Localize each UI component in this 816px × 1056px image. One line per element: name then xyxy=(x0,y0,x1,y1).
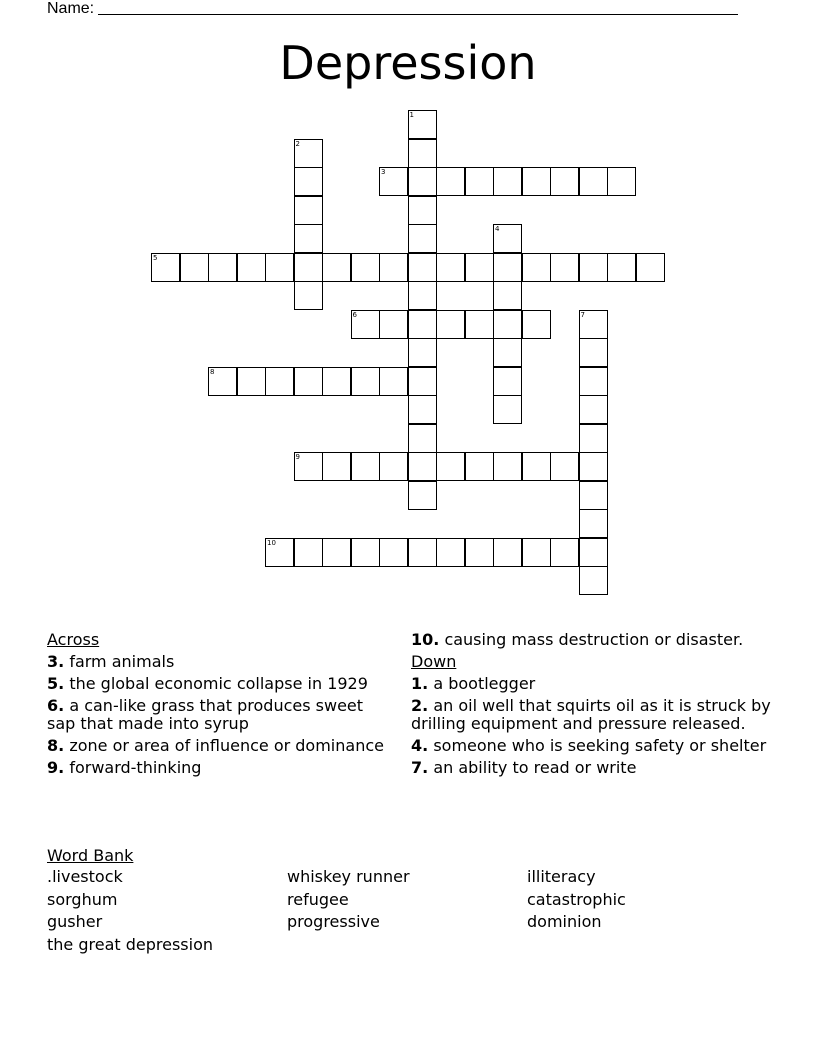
clue-across-6: 6. a can-like grass that produces sweet sap that made into syrup xyxy=(47,696,364,733)
grid-cell[interactable] xyxy=(408,167,437,196)
grid-cell[interactable] xyxy=(522,167,551,196)
down-heading: Down xyxy=(411,652,457,671)
grid-cell[interactable] xyxy=(436,538,465,567)
grid-cell[interactable] xyxy=(408,110,437,139)
clue-number: 3 xyxy=(381,168,386,176)
clue-down-7: 7. an ability to read or write xyxy=(411,758,637,777)
grid-cell[interactable] xyxy=(493,395,522,424)
grid-cell[interactable] xyxy=(408,538,437,567)
clue-down-1: 1. a bootlegger xyxy=(411,674,536,693)
grid-cell[interactable] xyxy=(493,281,522,310)
across-heading: Across xyxy=(47,630,100,649)
grid-cell[interactable] xyxy=(465,167,494,196)
grid-cell[interactable] xyxy=(493,367,522,396)
grid-cell[interactable] xyxy=(379,310,408,339)
word-bank-item: refugee xyxy=(287,889,349,909)
clue-number: 5 xyxy=(153,253,158,262)
grid-cell[interactable] xyxy=(408,452,437,481)
grid-cell[interactable] xyxy=(579,167,608,196)
grid-cell[interactable] xyxy=(408,196,437,225)
grid-cell[interactable] xyxy=(294,139,323,168)
grid-cell[interactable] xyxy=(408,367,437,396)
page-title: Depression xyxy=(279,36,537,90)
grid-cell[interactable] xyxy=(579,338,608,367)
word-bank-item: progressive xyxy=(287,912,380,931)
grid-cell[interactable] xyxy=(237,367,266,396)
grid-cell[interactable] xyxy=(522,253,551,282)
grid-cell[interactable] xyxy=(351,538,380,567)
clue-across-10: 10. causing mass destruction or disaster. xyxy=(411,630,744,649)
grid-cell[interactable] xyxy=(579,452,608,481)
grid-cell[interactable] xyxy=(237,253,266,282)
grid-cell[interactable] xyxy=(294,281,323,310)
word-bank xyxy=(47,847,787,954)
grid-cell[interactable] xyxy=(607,167,636,196)
grid-cell[interactable] xyxy=(636,253,665,282)
word-bank-item: sorghum xyxy=(47,889,118,909)
grid-cell[interactable] xyxy=(408,224,437,253)
grid-cell[interactable] xyxy=(351,253,380,282)
grid-cell[interactable] xyxy=(151,253,180,282)
grid-cell[interactable] xyxy=(436,167,465,196)
word-bank-item: gusher xyxy=(47,912,103,931)
grid-cell[interactable] xyxy=(465,253,494,282)
clues-column-left xyxy=(47,631,392,781)
grid-cell[interactable] xyxy=(351,452,380,481)
grid-cell[interactable] xyxy=(493,452,522,481)
grid-cell[interactable] xyxy=(522,538,551,567)
clue-number: 1 xyxy=(409,111,414,119)
grid-cell[interactable] xyxy=(294,253,323,282)
grid-cell[interactable] xyxy=(408,338,437,367)
word-bank-item: the great depression xyxy=(47,934,214,954)
grid-cell[interactable] xyxy=(579,481,608,510)
grid-cell[interactable] xyxy=(322,367,351,396)
grid-cell[interactable] xyxy=(379,167,408,196)
grid-cell[interactable] xyxy=(579,310,608,339)
grid-cell[interactable] xyxy=(550,253,579,282)
grid-cell[interactable] xyxy=(265,253,294,282)
grid-cell[interactable] xyxy=(579,566,608,595)
clue-number: 2 xyxy=(295,139,300,148)
clue-down-2: 2. an oil well that squirts oil as it is struck by drilling equipment and pressure released. xyxy=(411,696,771,733)
grid-cell[interactable] xyxy=(493,253,522,282)
word-bank-item: dominion xyxy=(527,912,602,931)
clue-across-3: 3. farm animals xyxy=(47,652,175,671)
grid-cell[interactable] xyxy=(522,452,551,481)
grid-cell[interactable] xyxy=(294,224,323,253)
grid-cell[interactable] xyxy=(465,538,494,567)
grid-cell[interactable] xyxy=(294,167,323,196)
clue-number: 9 xyxy=(295,453,300,461)
grid-cell[interactable] xyxy=(408,481,437,510)
word-bank-item: illiteracy xyxy=(527,867,596,886)
grid-cell[interactable] xyxy=(208,367,237,396)
grid-cell[interactable] xyxy=(379,367,408,396)
grid-cell[interactable] xyxy=(579,424,608,453)
grid-cell[interactable] xyxy=(579,509,608,538)
clue-number: 7 xyxy=(580,310,585,319)
grid-cell[interactable] xyxy=(180,253,209,282)
grid-cell[interactable] xyxy=(351,367,380,396)
grid-cell[interactable] xyxy=(322,452,351,481)
grid-cell[interactable] xyxy=(294,367,323,396)
grid-cell[interactable] xyxy=(493,338,522,367)
grid-cell[interactable] xyxy=(265,538,294,567)
grid-cell[interactable] xyxy=(322,538,351,567)
clue-number: 6 xyxy=(352,310,357,319)
grid-cell[interactable] xyxy=(436,253,465,282)
grid-cell[interactable] xyxy=(579,395,608,424)
clue-across-8: 8. zone or area of influence or dominance xyxy=(47,736,384,755)
grid-cell[interactable] xyxy=(379,253,408,282)
grid-cell[interactable] xyxy=(294,452,323,481)
grid-cell[interactable] xyxy=(607,253,636,282)
grid-cell[interactable] xyxy=(493,167,522,196)
grid-cell[interactable] xyxy=(522,310,551,339)
grid-cell[interactable] xyxy=(436,452,465,481)
grid-cell[interactable] xyxy=(322,253,351,282)
grid-cell[interactable] xyxy=(465,310,494,339)
word-bank-item: .livestock xyxy=(47,867,123,886)
grid-cell[interactable] xyxy=(550,538,579,567)
grid-cell[interactable] xyxy=(579,253,608,282)
grid-cell[interactable] xyxy=(408,395,437,424)
grid-cell[interactable] xyxy=(294,538,323,567)
grid-cell[interactable] xyxy=(265,367,294,396)
grid-cell[interactable] xyxy=(351,310,380,339)
grid-cell[interactable] xyxy=(379,538,408,567)
grid-cell[interactable] xyxy=(436,310,465,339)
word-bank-item: catastrophic xyxy=(527,889,626,909)
clue-number: 10 xyxy=(267,538,276,547)
grid-cell[interactable] xyxy=(550,452,579,481)
name-label: Name: xyxy=(47,0,95,17)
clue-down-4: 4. someone who is seeking safety or shelter xyxy=(411,736,767,755)
grid-cell[interactable] xyxy=(379,452,408,481)
grid-cell[interactable] xyxy=(493,224,522,253)
clues-column-right xyxy=(411,631,781,781)
grid-cell[interactable] xyxy=(579,367,608,396)
clue-across-9: 9. forward-thinking xyxy=(47,758,202,777)
grid-cell[interactable] xyxy=(408,281,437,310)
grid-cell[interactable] xyxy=(408,310,437,339)
word-bank-item: whiskey runner xyxy=(287,867,410,886)
clue-across-5: 5. the global economic collapse in 1929 xyxy=(47,674,368,693)
grid-cell[interactable] xyxy=(208,253,237,282)
word-bank-title: Word Bank xyxy=(47,846,134,865)
word-bank-list xyxy=(47,868,787,954)
grid-cell[interactable] xyxy=(408,139,437,168)
clue-number: 4 xyxy=(495,225,500,233)
grid-cell[interactable] xyxy=(550,167,579,196)
grid-cell[interactable] xyxy=(408,253,437,282)
grid-cell[interactable] xyxy=(493,310,522,339)
grid-cell[interactable] xyxy=(579,538,608,567)
grid-cell[interactable] xyxy=(493,538,522,567)
grid-cell[interactable] xyxy=(465,452,494,481)
grid-cell[interactable] xyxy=(408,424,437,453)
clue-number: 8 xyxy=(210,367,215,376)
grid-cell[interactable] xyxy=(294,196,323,225)
